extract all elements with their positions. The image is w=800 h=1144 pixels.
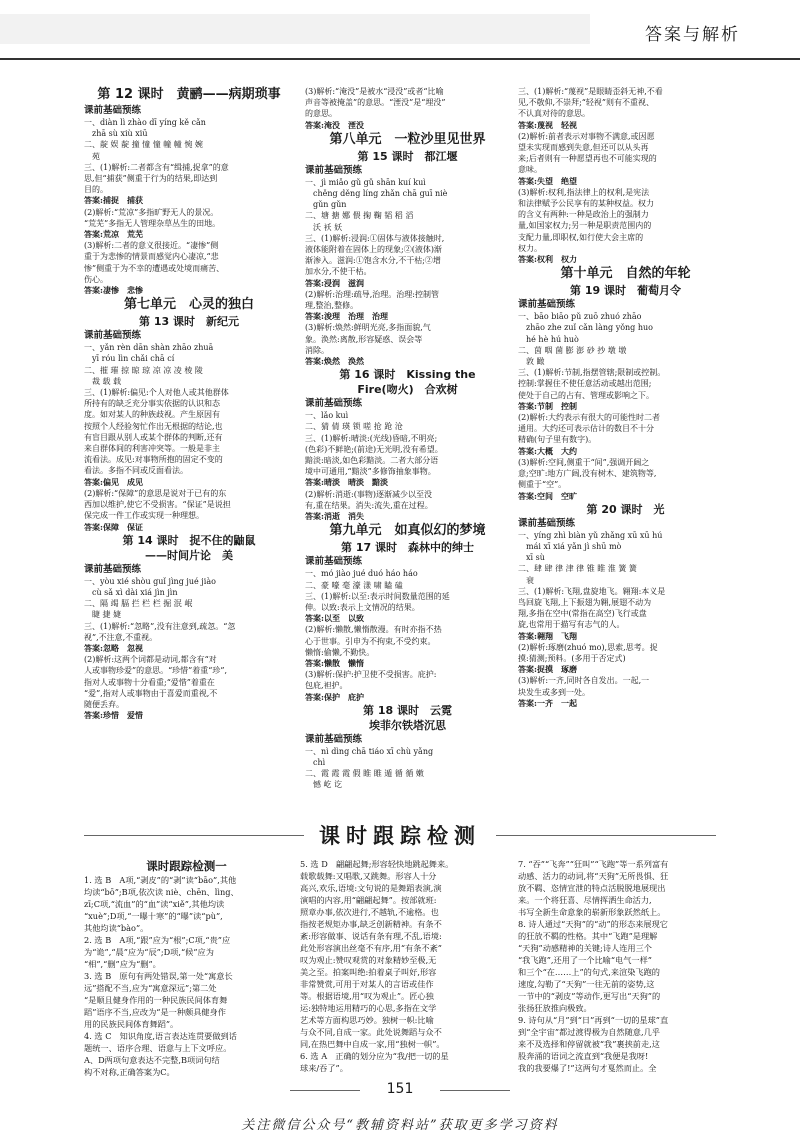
text-line: 三、(1)解析:“蔑视”是眼睛歪斜无神,不看 — [518, 87, 663, 96]
text-line: 三、(1)解析:偏见:个人对他人或其他群体 — [84, 388, 229, 398]
text-line: 运:独特地运用精巧的心思,多指在文学 — [300, 1003, 437, 1013]
text-line: 伸。以致:表示上文情况的结果。 — [305, 602, 420, 612]
text-line: 保完成一件工作或实现一种理想。 — [84, 511, 204, 521]
section-label: 课前基础预练 — [305, 556, 363, 568]
answer-line: 答案:节制 控制 — [518, 400, 577, 411]
text-line: 此处形容演出丝毫不有序,用“有条不紊” — [300, 943, 442, 953]
lesson-title: 第 20 课时 光 — [586, 502, 665, 516]
text-line: 重于为悲惨的情景而感觉内心凄凉,“悲 — [84, 252, 219, 262]
text-line: 憾 屹 讫 — [305, 780, 343, 790]
text-line: 一、mó jiào jué duó háo háo — [305, 569, 418, 579]
text-line: 照章办事,依次进行,不越轨,不逾格。也 — [300, 907, 439, 917]
answer-line: 答案:焕然 涣然 — [305, 356, 364, 367]
text-line: (2)解析:懒散,懒惰散漫。有时亦指不热 — [305, 625, 442, 635]
answer-line: 答案:大概 大约 — [518, 445, 577, 456]
text-line: 三、(1)解析:二者都含有“缉捕,捉拿”的意 — [84, 162, 229, 172]
text-line: 一、yǎn rèn dān shàn zhāo zhuā — [84, 343, 214, 353]
text-line: 望未实现而感到失意,但还可以从头再 — [518, 143, 649, 153]
text-line: 三、(1)解析:浸润:①固体与液体接触时, — [305, 233, 445, 243]
text-line: 不认真对待的意思。 — [518, 109, 590, 119]
text-line: “是顺且健身作用的一种民族民间体育舞 — [84, 995, 228, 1005]
answer-line: 答案:消逝 消失 — [305, 511, 364, 522]
text-line: mái xī xiá yǎn jì shū mò — [518, 541, 622, 551]
text-line: (2)解析:琢磨(zhuó mo),思索,思考。捉 — [518, 642, 658, 652]
text-line: gǔn gǔn — [305, 200, 347, 210]
text-line: (2)解析:消逝:(事物)逐渐减少以至没 — [305, 489, 432, 499]
section-label: 课前基础预练 — [518, 299, 576, 311]
text-line: (3)解析:空间,侧重于“间”,强调开阔之 — [518, 457, 650, 467]
text-line: 5. 选 D 翩翩起舞;形容轻快地跳起舞来。 — [300, 859, 454, 869]
text-line: 书写全新生命意象的崭新形象跃然纸上。 — [518, 907, 666, 917]
text-line: (2)解析:治理:疏导,治理。治理:控制管 — [305, 289, 439, 299]
text-line: 衰 — [518, 575, 534, 585]
text-line: “xuè”;D项,“一曝十寒”的“曝”读“pù”, — [84, 911, 223, 921]
text-line: chěng děng líng zhǎn chā guī niè — [305, 189, 448, 199]
answer-line: 答案:保护 庇护 — [305, 691, 364, 702]
text-line: (2)解析:“荒凉”多指旷野无人的景况。 — [84, 207, 219, 217]
text-line: (3)解析:“淹没”是被水“浸没”或者“比喻 — [305, 87, 444, 96]
answer-line: 答案:翱翔 飞翔 — [518, 630, 577, 641]
text-line: 支配力量,即职权,如行使大会主席的 — [518, 232, 644, 242]
text-line: 随便丢弃。 — [84, 699, 124, 709]
text-line: 等。根据语境,用“叹为观止”。匠心独 — [300, 991, 434, 1001]
answer-column-1 — [84, 86, 294, 721]
text-line: (3)解析:焕然:鲜明光亮,多指面貌,气 — [305, 323, 431, 333]
page-header — [0, 0, 800, 60]
text-line: 7. “吞”“飞奔”“狂叫”“飞跑”等一系列富有 — [518, 859, 669, 869]
answer-line: 答案:浸润 滋润 — [305, 277, 364, 288]
text-line: 构不对称,正确答案为C。 — [84, 1067, 175, 1077]
text-line: (2)解析:这两个词都是动词,都含有“对 — [84, 655, 217, 665]
answer-line: 答案:凄惨 悲惨 — [84, 285, 143, 296]
text-line: 量,如国家权力;另一种是职责范围内的 — [518, 221, 652, 231]
text-line: (色彩)不鲜艳;(前途)无光明,没有希望。 — [305, 444, 443, 454]
text-line: 块发生或多到一处。 — [518, 687, 590, 697]
text-line: 动感、活力的动词,将“天狗”无所畏惧、狂 — [518, 871, 669, 881]
text-line: 睫 捷 婕 — [84, 610, 122, 620]
answer-column-2 — [305, 86, 510, 791]
text-line: 旋,也常用于描写有志气的人。 — [518, 620, 625, 630]
text-line: 一、yòu xié shòu guǐ jìng jué jiào — [84, 576, 216, 586]
lesson-title: 第 19 课时 葡萄月令 — [570, 284, 681, 298]
answer-line: 答案:捉摸 琢磨 — [518, 664, 577, 675]
text-line: 二、肆 肆 律 津 律 锥 睢 淮 簧 簧 — [518, 564, 637, 574]
text-line: 美之至。拍案叫绝:拍着桌子叫好,形容 — [300, 967, 437, 977]
text-line: 意味。 — [518, 165, 542, 175]
text-line: 2. 选 B A项,“跟”应为“根”;C项,“贵”应 — [84, 935, 231, 945]
text-line: 度。如对某人的种族歧视。产生原因有 — [84, 410, 220, 420]
answer-line: 答案:偏见 成见 — [84, 476, 143, 487]
text-line: 翔,多指在空中(常指在高空)飞行或盘 — [518, 609, 647, 619]
text-line: zhāo zhe zuǐ cǎn làng yǒng huo — [518, 323, 653, 333]
text-line: “爱”,指对人或事物由于喜爱而重视,不 — [84, 688, 218, 698]
text-line: 使处于自己的占有、管理或影响之下。 — [518, 390, 654, 400]
text-line: 指对人或事物十分看重;“爱惜”着重在 — [84, 677, 215, 687]
text-line: 来自群体间的利害冲突等。一般是非主 — [84, 444, 220, 454]
text-line: 鸟回旋飞翔,上下振翅为翱,展翅不动为 — [518, 597, 652, 607]
text-line: 与众不同,自成一家。此处说舞蹈与众不 — [300, 1027, 442, 1037]
answer-line: 答案:失望 绝望 — [518, 175, 577, 186]
test-column-2 — [300, 858, 510, 1074]
lesson-title: 第 16 课时 Kissing the — [339, 368, 476, 382]
text-line: 一、diàn lì zhào dī yíng kě cǎn — [84, 118, 206, 127]
text-line: hé hè hú huò — [518, 334, 579, 344]
text-line: 心于世事。引申为不拘束,不受约束。 — [305, 636, 436, 646]
text-line: 速度,勾勒了“天狗”一往无前的姿势,这 — [518, 979, 655, 989]
text-line: 懒惰:偷懒,不勤快。 — [305, 647, 375, 657]
text-line: 4. 选 C 知识角度,语言表达连贯要做到话 — [84, 1031, 237, 1041]
page-number: 151 — [386, 1081, 414, 1097]
text-line: 黯淡:暗淡,如色彩黯淡。二者大部分语 — [305, 456, 439, 466]
answer-line: 答案:懒散 懒惰 — [305, 657, 364, 668]
text-line: 的意思。 — [305, 109, 337, 119]
text-line: (3)解析:保护:护卫使不受损害。庇护: — [305, 670, 437, 680]
text-line: 看法。多指不同或反面看法。 — [84, 466, 188, 476]
unit-title: 第七单元 心灵的独白 — [123, 297, 254, 313]
text-line: 非常赞赏,可用于对某人的言语或佳作 — [300, 979, 434, 989]
text-line: 二、靛 娱 靛 撞 憧 憧 幢 幢 惋 婉 — [84, 140, 203, 150]
text-line: 和三个“在……上”的句式,来渲染飞跑的 — [518, 967, 660, 977]
lesson-title: 第 18 课时 云霓 — [363, 703, 452, 717]
text-line: zhā sù xiù xiū — [84, 129, 148, 139]
text-line: xī sù — [518, 553, 545, 563]
section-label: 课前基础预练 — [84, 330, 142, 342]
section-label: 课前基础预练 — [305, 164, 363, 176]
text-line: 同,在热巴舞中自成一家,用“独树一帜”。 — [300, 1039, 445, 1049]
text-line: 裁 载 载 — [84, 376, 122, 386]
lesson-title: 第 13 课时 新纪元 — [139, 315, 239, 329]
section-label: 课前基础预练 — [518, 517, 576, 529]
text-line: 6. 选 A 正确的划分应为“我/把一切的星 — [300, 1051, 449, 1061]
text-line: 理,整治,整修。 — [305, 301, 359, 311]
text-line: 3. 选 B 原句有两处错误,第一处“寓意长 — [84, 971, 233, 981]
text-line: A、D两项句意表达不完整,B项词句结 — [84, 1055, 220, 1065]
section-label: 课前基础预练 — [84, 105, 142, 116]
text-line: “相”,“删”应为“删”。 — [84, 959, 161, 969]
text-line: 消除。 — [305, 345, 329, 355]
text-line: 一节中的“剥皮”等动作,更写出“天狗”的 — [518, 991, 661, 1001]
text-line: 载歌载舞:又唱歌,又跳舞。形容人十分 — [300, 871, 437, 881]
text-line: (3)解析:一齐,同时各自发出。一起,一 — [518, 676, 650, 686]
text-line: 8. 诗人通过“天狗”的“动”的形态来展现它 — [518, 919, 668, 929]
text-line: 的含义有两种:一种是政治上的强制力 — [518, 210, 649, 220]
text-line: 放不羁、恣情宣泄的特点活脱脱地展现出 — [518, 883, 666, 893]
lesson-title: Fire(吻火) 合欢树 — [357, 383, 458, 397]
text-line: 有盲目跟从别人或某个群体的判断,还有 — [84, 432, 223, 442]
test-column-3 — [518, 858, 733, 1074]
text-line: 三、(1)解析:晴淡:(光线)昏暗,不明亮; — [305, 433, 438, 443]
answer-line: 答案:忽略 忽视 — [84, 642, 143, 653]
text-line: 9. 诗句从“月”到“日”再到“一切的星球”直 — [518, 1015, 669, 1025]
text-line: 人或事物珍爱”的意思。“珍惜”着重“珍”, — [84, 666, 227, 676]
section-label: 课前基础预练 — [305, 398, 363, 410]
header-bar — [0, 14, 590, 44]
text-line: 一、yíng zhì biàn yǔ zhǎng xū xū hú — [518, 530, 663, 540]
text-line: 张扬狂放推向极致。 — [518, 1003, 592, 1013]
text-line: 权力。 — [518, 243, 542, 253]
answer-line: 答案:以至 以致 — [305, 613, 364, 624]
text-line: 二、茵 咽 菌 膨 澎 砂 抄 墩 墩 — [518, 345, 627, 355]
answer-line: 答案:蔑视 轻视 — [518, 119, 577, 130]
text-line: 流看法。成见:对事物所抱的固定不变的 — [84, 455, 223, 465]
text-line: 见,不敬仰,不崇拜;“轻视”则有不重视、 — [518, 98, 654, 108]
test-column-1 — [84, 858, 289, 1078]
text-line: 有,重在结果。消失:流失,重在过程。 — [305, 500, 433, 510]
text-line: 为“诡”,“晨”应为“辰”;D项,“候”应为 — [84, 947, 214, 957]
text-line: 和法律赋予公民享有的某种权益。权力 — [518, 199, 654, 209]
text-line: chì — [305, 757, 326, 767]
text-line: 声音等被掩盖”的意思。“湮没”是“埋没” — [305, 98, 446, 108]
text-line: 三、(1)解析:以至:表示时间数量范围的延 — [305, 591, 450, 601]
text-line: (2)解析:前者表示对事物不满意,或因愿 — [518, 131, 655, 141]
text-line: 题统一、语序合理、语意与上下文呼应。 — [84, 1043, 232, 1053]
header-title: 答案与解析 — [645, 25, 740, 45]
answer-line: 答案:保障 保证 — [84, 521, 143, 532]
text-line: 到“全宇宙”都过渡得极为自然随意,几乎 — [518, 1027, 660, 1037]
text-line: 一、lǎo kuì — [305, 411, 349, 421]
unit-title: 第十单元 自然的年轮 — [560, 266, 691, 282]
text-line: 侧重于“空”。 — [518, 480, 567, 490]
text-line: 远”搭配不当,应为“寓意深远”;第二处 — [84, 983, 217, 993]
text-line: 伤心。 — [84, 274, 108, 284]
text-line: 二、豪 嚎 毫 濠 漾 啸 瞌 磕 — [305, 580, 403, 590]
text-line: 摸:猜测;预料。(多用于否定式) — [518, 653, 626, 663]
text-line: 三、(1)解析:“忽略”,没有注意到,疏忽。“忽 — [84, 621, 236, 631]
text-line: 二、隔 竭 腷 拦 栏 栏 掘 泯 岷 — [84, 599, 193, 609]
text-line: 液体能附着在固体上的现象;②(液体)渐 — [305, 245, 442, 255]
answer-line: 答案:荒凉 荒芜 — [84, 229, 143, 240]
text-line: 二、猜 倩 瑛 锁 嗟 抢 跄 沧 — [305, 422, 403, 432]
answer-column-3 — [518, 86, 733, 709]
text-line: 惨”侧重于为不幸的遭遇或处境而痛苦、 — [84, 263, 225, 273]
text-line: “荒芜”多指无人管理杂草丛生的田地。 — [84, 218, 221, 228]
text-line: 沃 袄 妖 — [305, 222, 343, 232]
text-line: 球来/吞了”。 — [300, 1063, 348, 1073]
text-line: 一、jì miǎo gǔ gǔ shān kuí kuì — [305, 177, 426, 187]
lesson-title: 第 15 课时 都江堰 — [357, 149, 458, 163]
section-banner — [0, 818, 800, 852]
answer-line: 答案:一齐 一起 — [518, 697, 577, 708]
answer-line: 答案:晴淡 晴淡 黯淡 — [305, 477, 388, 488]
text-line: 股奔涌的语词之流直到“我便是我呀! — [518, 1051, 649, 1061]
text-line: 境中可通用,“黯淡”多修饰抽象事物。 — [305, 467, 436, 477]
text-line: 来。一个将狂喜、尽情挥洒生命活力, — [518, 895, 652, 905]
text-line: (2)解析:大约表示有很大的可能性时二者 — [518, 413, 661, 423]
text-line: 用的民族民间体育舞蹈”。 — [84, 1019, 179, 1029]
text-line: 加水分,不使干枯。 — [305, 267, 372, 277]
text-line: 包庇,袒护。 — [305, 681, 348, 691]
text-line: 演唱的内容,用“翩翩起舞”。按部就班: — [300, 895, 437, 905]
lesson-title: ——时间片论 美 — [145, 548, 233, 562]
text-line: 所持有的缺乏充分事实依据的认识和态 — [84, 399, 220, 409]
text-line: 叹为观止:赞叹观赏的对象精妙至极,无 — [300, 955, 437, 965]
text-line: zī;C项,“流血”的“血”读“xiě”,其他均读 — [84, 899, 225, 909]
text-line: 紊:形容做事、说话有条有理,不乱,语境: — [300, 931, 442, 941]
answer-line: 答案:空间 空旷 — [518, 490, 577, 501]
text-line: (3)解析:权利,指法律上的权利,是宪法 — [518, 187, 650, 197]
unit-title: 第八单元 一粒沙里见世界 — [329, 131, 486, 147]
text-line: 象。涣然:离散,形容疑惑、误会等 — [305, 334, 423, 344]
text-line: 西加以维护,使它不受损害。“保证”是说担 — [84, 500, 231, 510]
text-line: 指按老规矩办事,缺乏创新精神。有条不 — [300, 919, 442, 929]
text-line: 三、(1)解析:飞翔,盘旋地飞。翱翔:本义是 — [518, 586, 666, 596]
text-line: 目的。 — [84, 185, 108, 195]
text-line: 精确(句子里有数字)。 — [518, 435, 597, 445]
text-line: cù sǎ xì dài xiá jìn jìn — [84, 587, 178, 597]
text-line: 来;后者则有一种愿望再也不可能实现的 — [518, 154, 657, 164]
answer-line: 答案:权利 权力 — [518, 254, 577, 265]
text-line: 来不及选择和停留就被“我”裹挟前走,这 — [518, 1039, 660, 1049]
unit-title: 第九单元 如真似幻的梦境 — [329, 523, 486, 539]
text-line: 二、塘 搪 娜 偎 掬 鞠 韬 稻 滔 — [305, 211, 414, 221]
text-line: 蹈”语序不当,应改为“是一种颇具健身作 — [84, 1007, 226, 1017]
lesson-title: 第 14 课时 捉不住的鼬鼠 — [122, 533, 256, 547]
text-line: 一、bāo biāo pǔ zuō zhuó zhāo — [518, 312, 642, 322]
text-line: “我飞跑”,还用了一个比喻“电气一样” — [518, 955, 652, 965]
lesson-title: 第 17 课时 森林中的绅士 — [341, 541, 474, 555]
banner-title: 课时跟踪检测 — [319, 824, 481, 848]
text-line: 二、摧 璀 掠 晾 琼 凉 凉 凌 棱 陵 — [84, 365, 203, 375]
text-line: 苑 — [84, 151, 100, 161]
text-line: 的狂放不羁的性格。其中“飞跑”是理解 — [518, 931, 658, 941]
text-line: 一、nì dìng chā tiáo xī chù yǎng — [305, 746, 434, 756]
text-line: “天狗”动感精神的关键;诗人连用三个 — [518, 943, 652, 953]
text-line: 均读“bō”;B项,依次读 niè、chēn、lìng、 — [84, 887, 239, 897]
section-label: 课前基础预练 — [305, 733, 363, 745]
answer-line: 答案:浚理 治理 治理 — [305, 311, 388, 322]
lesson-title: 埃菲尔铁塔沉思 — [369, 718, 446, 732]
text-line: 三、(1)解析:节制,指摆管辖;限制或控制。 — [518, 368, 666, 378]
text-line: (2)解析:“保障”的意思是说对于已有的东 — [84, 488, 227, 498]
text-line: 我的我要爆了!”这两句才戛然而止。全 — [518, 1063, 657, 1073]
section-label: 课前基础预练 — [84, 563, 142, 575]
text-line: 高兴,欢乐,语境:文句说的是舞蹈表演,演 — [300, 883, 442, 893]
text-line: 视”,不注意,不重视。 — [84, 632, 158, 642]
text-line: 艺术等方面构思巧妙。独树一帜:比喻 — [300, 1015, 434, 1025]
text-line: 其他均读“bào”。 — [84, 923, 149, 933]
text-line: 按照个人经验匆忙作出无根据的结论,也 — [84, 421, 223, 431]
unit-title: 第 12 课时 黄鹂——病期琐事 — [97, 87, 281, 102]
text-line: 意;空旷:地方广阔,没有树木、建筑物等, — [518, 469, 657, 479]
answer-line: 答案:淹没 湮没 — [305, 119, 364, 130]
text-line: 二、霞 霞 霞 假 睢 睢 遁 循 循 嫩 — [305, 769, 424, 779]
text-line: 控制:掌握住不使任意活动或越出范围; — [518, 379, 652, 389]
answer-line: 答案:珍惜 爱惜 — [84, 710, 143, 721]
answer-line: 答案:捕捉 捕获 — [84, 195, 143, 206]
text-line: 1. 选 B A项,“剥皮”的“剥”读“bāo”,其他 — [84, 875, 237, 885]
text-line: 思,但“捕获”侧重于行为的结果,即达到 — [84, 174, 218, 184]
text-line: 通用。大约还可表示估计的数目不十分 — [518, 424, 654, 434]
text-line: (3)解析:二者的意义很接近。“凄惨”侧 — [84, 241, 219, 251]
text-line: 敦 瞰 — [518, 357, 545, 367]
text-line: yī róu lìn chǎi chā cí — [84, 354, 175, 364]
text-line: 渐渗入。滋润:①饱含水分,不干枯;②增 — [305, 256, 441, 266]
test-title: 课时跟踪检测一 — [146, 859, 227, 873]
footer-note: 关注微信公众号“教辅资料站”获取更多学习资料 — [241, 1118, 559, 1133]
